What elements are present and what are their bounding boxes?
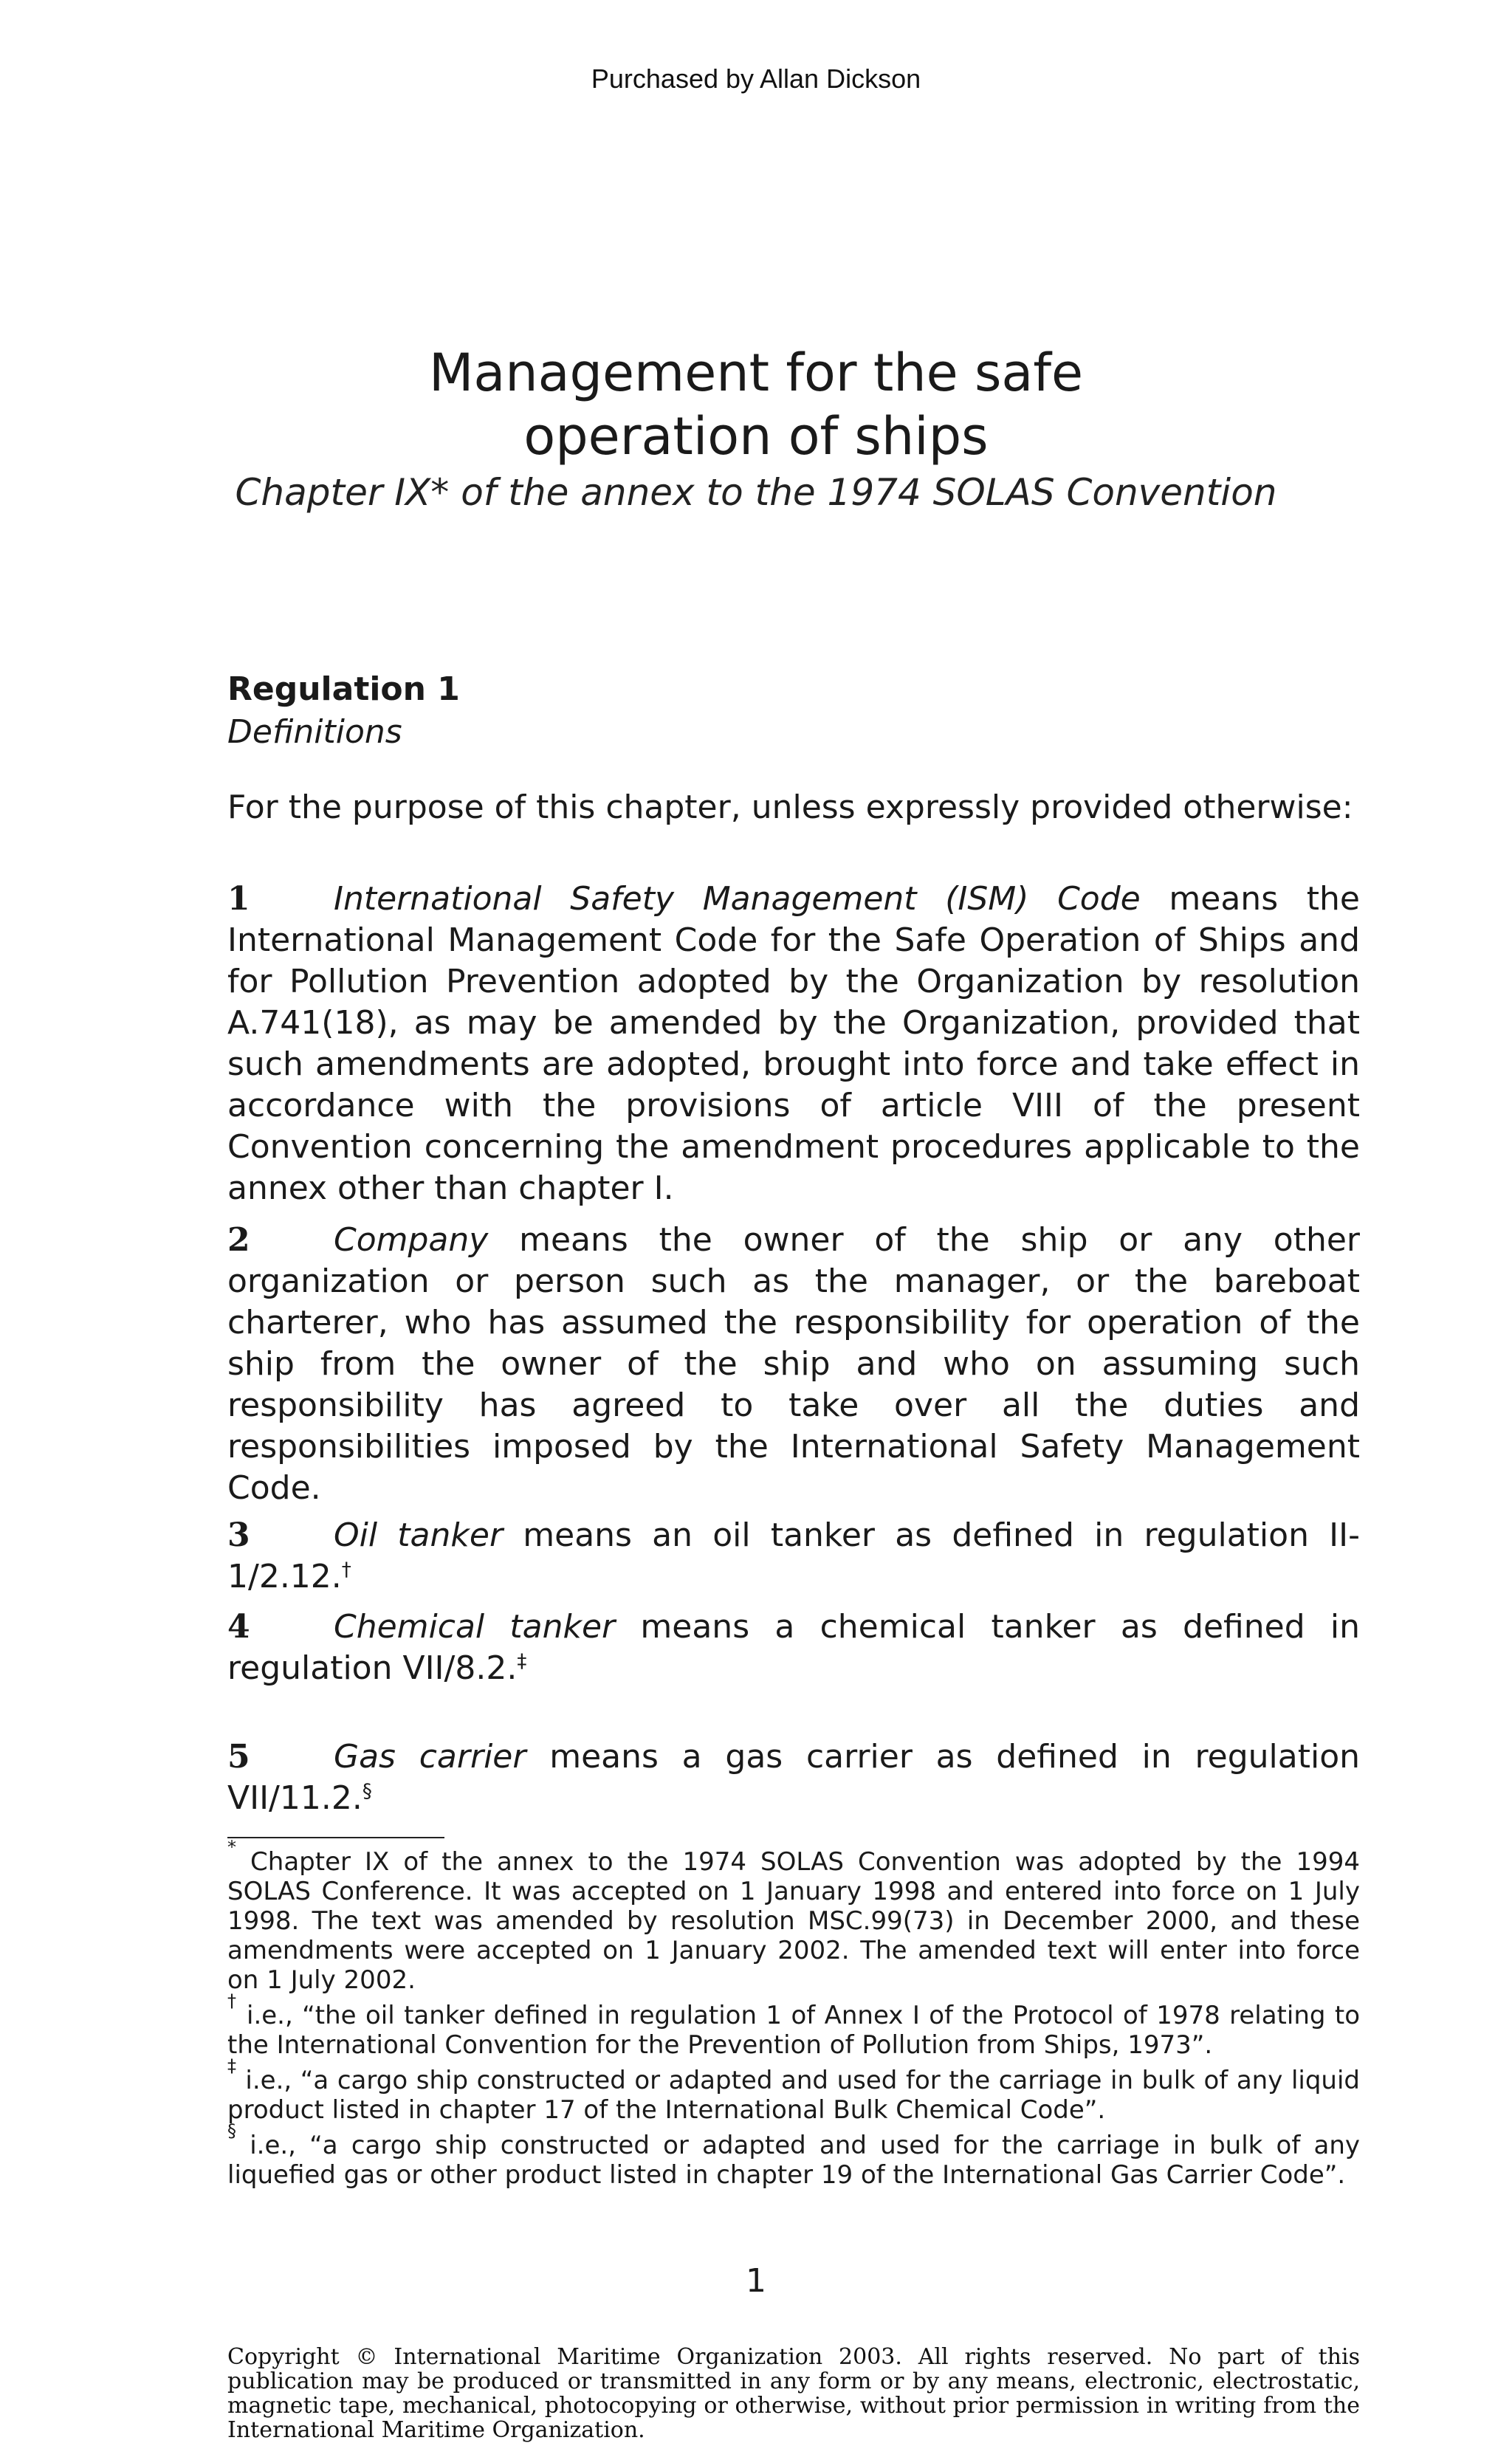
footnote-2: [227, 1990, 1361, 2060]
defined-term: International Safety Management (ISM) Code: [334, 880, 1141, 918]
paragraph-number: 1: [227, 880, 250, 918]
definition-text: means an oil tanker as defined in regulation II-1/2.12.: [227, 1516, 1360, 1595]
footnote-reference: ‡: [517, 1650, 527, 1673]
footnote-text: Chapter IX of the annex to the 1974 SOLAS Convention was adopted by the 1994 SOLAS Conference. It was accepted on 1 January 1998 and entered into force on 1 July 1998. The text was amended by resolution MSC.99(73) in December 2000, and these amendments were accepted on 1 January 2002. The amended text will enter into force on 1 July 2002.: [227, 1847, 1360, 1995]
footnote-mark: †: [227, 1990, 238, 2011]
definition-paragraph-4: [227, 1607, 1360, 1689]
footnote-mark: §: [227, 2120, 236, 2141]
footnote-mark: *: [227, 1837, 236, 1858]
paragraph-number: 3: [227, 1516, 250, 1554]
footnote-text: i.e., “a cargo ship constructed or adapted and used for the carriage in bulk of any liquid product listed in chapter 17 of the International Bulk Chemical Code”.: [227, 2066, 1360, 2125]
intro-paragraph: For the purpose of this chapter, unless expressly provided otherwise:: [227, 788, 1353, 826]
footnotes: [227, 1837, 1361, 2196]
footnote-1: [227, 1837, 1360, 1995]
paragraph-number: 4: [227, 1608, 250, 1646]
definition-text: means a gas carrier as defined in regulation VII/11.2.: [227, 1738, 1361, 1817]
defined-term: Chemical tanker: [334, 1608, 616, 1646]
paragraph-number: 2: [227, 1221, 250, 1259]
definition-text: means a chemical tanker as defined in regulation VII/8.2.: [227, 1608, 1361, 1687]
definition-paragraph-5: [227, 1736, 1360, 1819]
footnote-reference: †: [341, 1559, 351, 1581]
defined-term: Gas carrier: [334, 1738, 526, 1776]
footnote-3: [227, 2055, 1360, 2125]
regulation-subtitle: Definitions: [227, 713, 402, 751]
definition-paragraph-2: [227, 1220, 1360, 1509]
title-line-1: Management for the safe: [428, 343, 1084, 403]
footnote-mark: ‡: [227, 2055, 237, 2076]
defined-term: Oil tanker: [334, 1516, 504, 1554]
copyright-notice: Copyright © International Maritime Organization 2003. All rights reserved. No part of this publication may be produced or transmitted in any form or by any means, electronic, electrostatic, magnetic tape, mechanical, photocopying or otherwise, without prior permission in writing from the International Maritime Organization.: [227, 2344, 1360, 2443]
footnote-reference: §: [362, 1780, 372, 1803]
document-title: [0, 341, 1512, 468]
definition-text: means the owner of the ship or any other organization or person such as the manager, or the bareboat charterer, who has assumed the responsibility for operation of the ship from the owner of the ship and who on assuming such responsibility has agreed to take over all the duties and responsibilities imposed by the International Safety Management Code.: [227, 1221, 1360, 1507]
purchaser-header: Purchased by Allan Dickson: [591, 63, 921, 94]
document-subtitle: Chapter IX* of the annex to the 1974 SOLAS Convention: [235, 471, 1277, 514]
footnote-4: [227, 2120, 1360, 2190]
page-number: 1: [746, 2262, 766, 2300]
footnote-text: i.e., “a cargo ship constructed or adapted and used for the carriage in bulk of any liquefied gas or other product listed in chapter 19 of the International Gas Carrier Code”.: [227, 2131, 1360, 2190]
definition-paragraph-1: [227, 879, 1360, 1209]
title-line-2: operation of ships: [523, 406, 989, 467]
definition-paragraph-3: [227, 1515, 1360, 1598]
regulation-title: Regulation 1: [227, 670, 460, 708]
paragraph-number: 5: [227, 1738, 250, 1776]
definition-text: means the International Management Code for the Safe Operation of Ships and for Pollution Prevention adopted by the Organization by resolution A.741(18), as may be amended by the Organization, provided that such amendments are adopted, brought into force and take effect in accordance with the provisions of article VIII of the present Convention concerning the amendment procedures applicable to the annex other than chapter I.: [227, 880, 1360, 1207]
footnote-text: i.e., “the oil tanker defined in regulation 1 of Annex I of the Protocol of 1978 relating to the International Convention for the Prevention of Pollution from Ships, 1973”.: [227, 2001, 1361, 2060]
footnote-divider: [227, 1837, 444, 1838]
defined-term: Company: [334, 1221, 489, 1259]
